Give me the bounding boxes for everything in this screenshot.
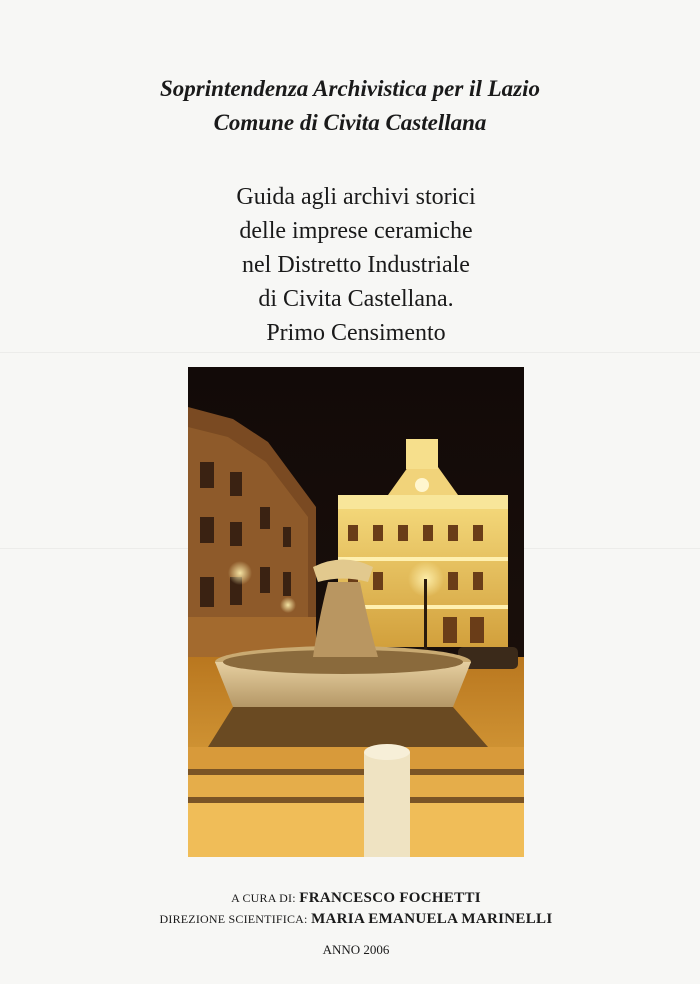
direction-name: MARIA EMANUELA MARINELLI xyxy=(311,911,553,927)
title-line: nel Distretto Industriale xyxy=(242,252,470,278)
title-line: di Civita Castellana. xyxy=(258,286,454,312)
title-line: delle imprese ceramiche xyxy=(239,218,473,244)
scan-artifact-line xyxy=(0,352,700,353)
editor-label: A CURA DI: xyxy=(231,891,296,905)
editor-name: FRANCESCO FOCHETTI xyxy=(299,890,481,906)
title-line: Guida agli archivi storici xyxy=(236,184,476,210)
direction-credit xyxy=(0,911,700,928)
municipality-name: Comune di Civita Castellana xyxy=(213,110,487,135)
publication-year: ANNO 2006 xyxy=(322,942,390,957)
direction-label: DIREZIONE SCIENTIFICA: xyxy=(159,912,308,926)
cover-photo xyxy=(188,367,524,857)
document-title xyxy=(0,180,700,350)
institution-name: Soprintendenza Archivistica per il Lazio xyxy=(160,76,540,101)
title-line: Primo Censimento xyxy=(266,320,446,346)
editor-credit xyxy=(0,890,700,907)
